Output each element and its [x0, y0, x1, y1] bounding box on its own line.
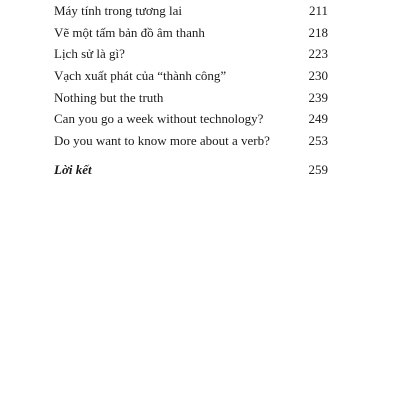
toc-entry-title: Máy tính trong tương lai — [54, 3, 183, 18]
toc-entry — [54, 88, 328, 108]
toc-entry-page: 253 — [308, 133, 328, 148]
toc-entry-title: Can you go a week without technology? — [54, 111, 264, 126]
toc-entry — [54, 44, 328, 64]
toc-entry — [54, 109, 328, 129]
toc-entry-title: Vạch xuất phát của “thành công” — [54, 68, 227, 83]
toc-entry-page: 218 — [308, 25, 328, 40]
toc-entry — [54, 1, 328, 21]
toc-entry-page: 223 — [308, 46, 328, 61]
toc-entry — [54, 23, 328, 43]
toc-entry-title: Lịch sử là gì? — [54, 46, 125, 61]
toc-entry — [54, 66, 328, 86]
toc-entry-title: Vẽ một tấm bản đồ âm thanh — [54, 25, 205, 40]
toc-closing-page: 259 — [308, 162, 328, 177]
toc-closing-title: Lời kết — [54, 162, 92, 177]
toc-entry-title: Do you want to know more about a verb? — [54, 133, 270, 148]
toc-entry-page: 239 — [308, 90, 328, 105]
toc-entry-page: 249 — [308, 111, 328, 126]
toc-entry-page: 211 — [308, 3, 328, 18]
toc-closing-entry — [54, 160, 328, 180]
toc-entry-page: 230 — [308, 68, 328, 83]
toc-entry-title: Nothing but the truth — [54, 90, 164, 105]
toc-entry — [54, 131, 328, 151]
